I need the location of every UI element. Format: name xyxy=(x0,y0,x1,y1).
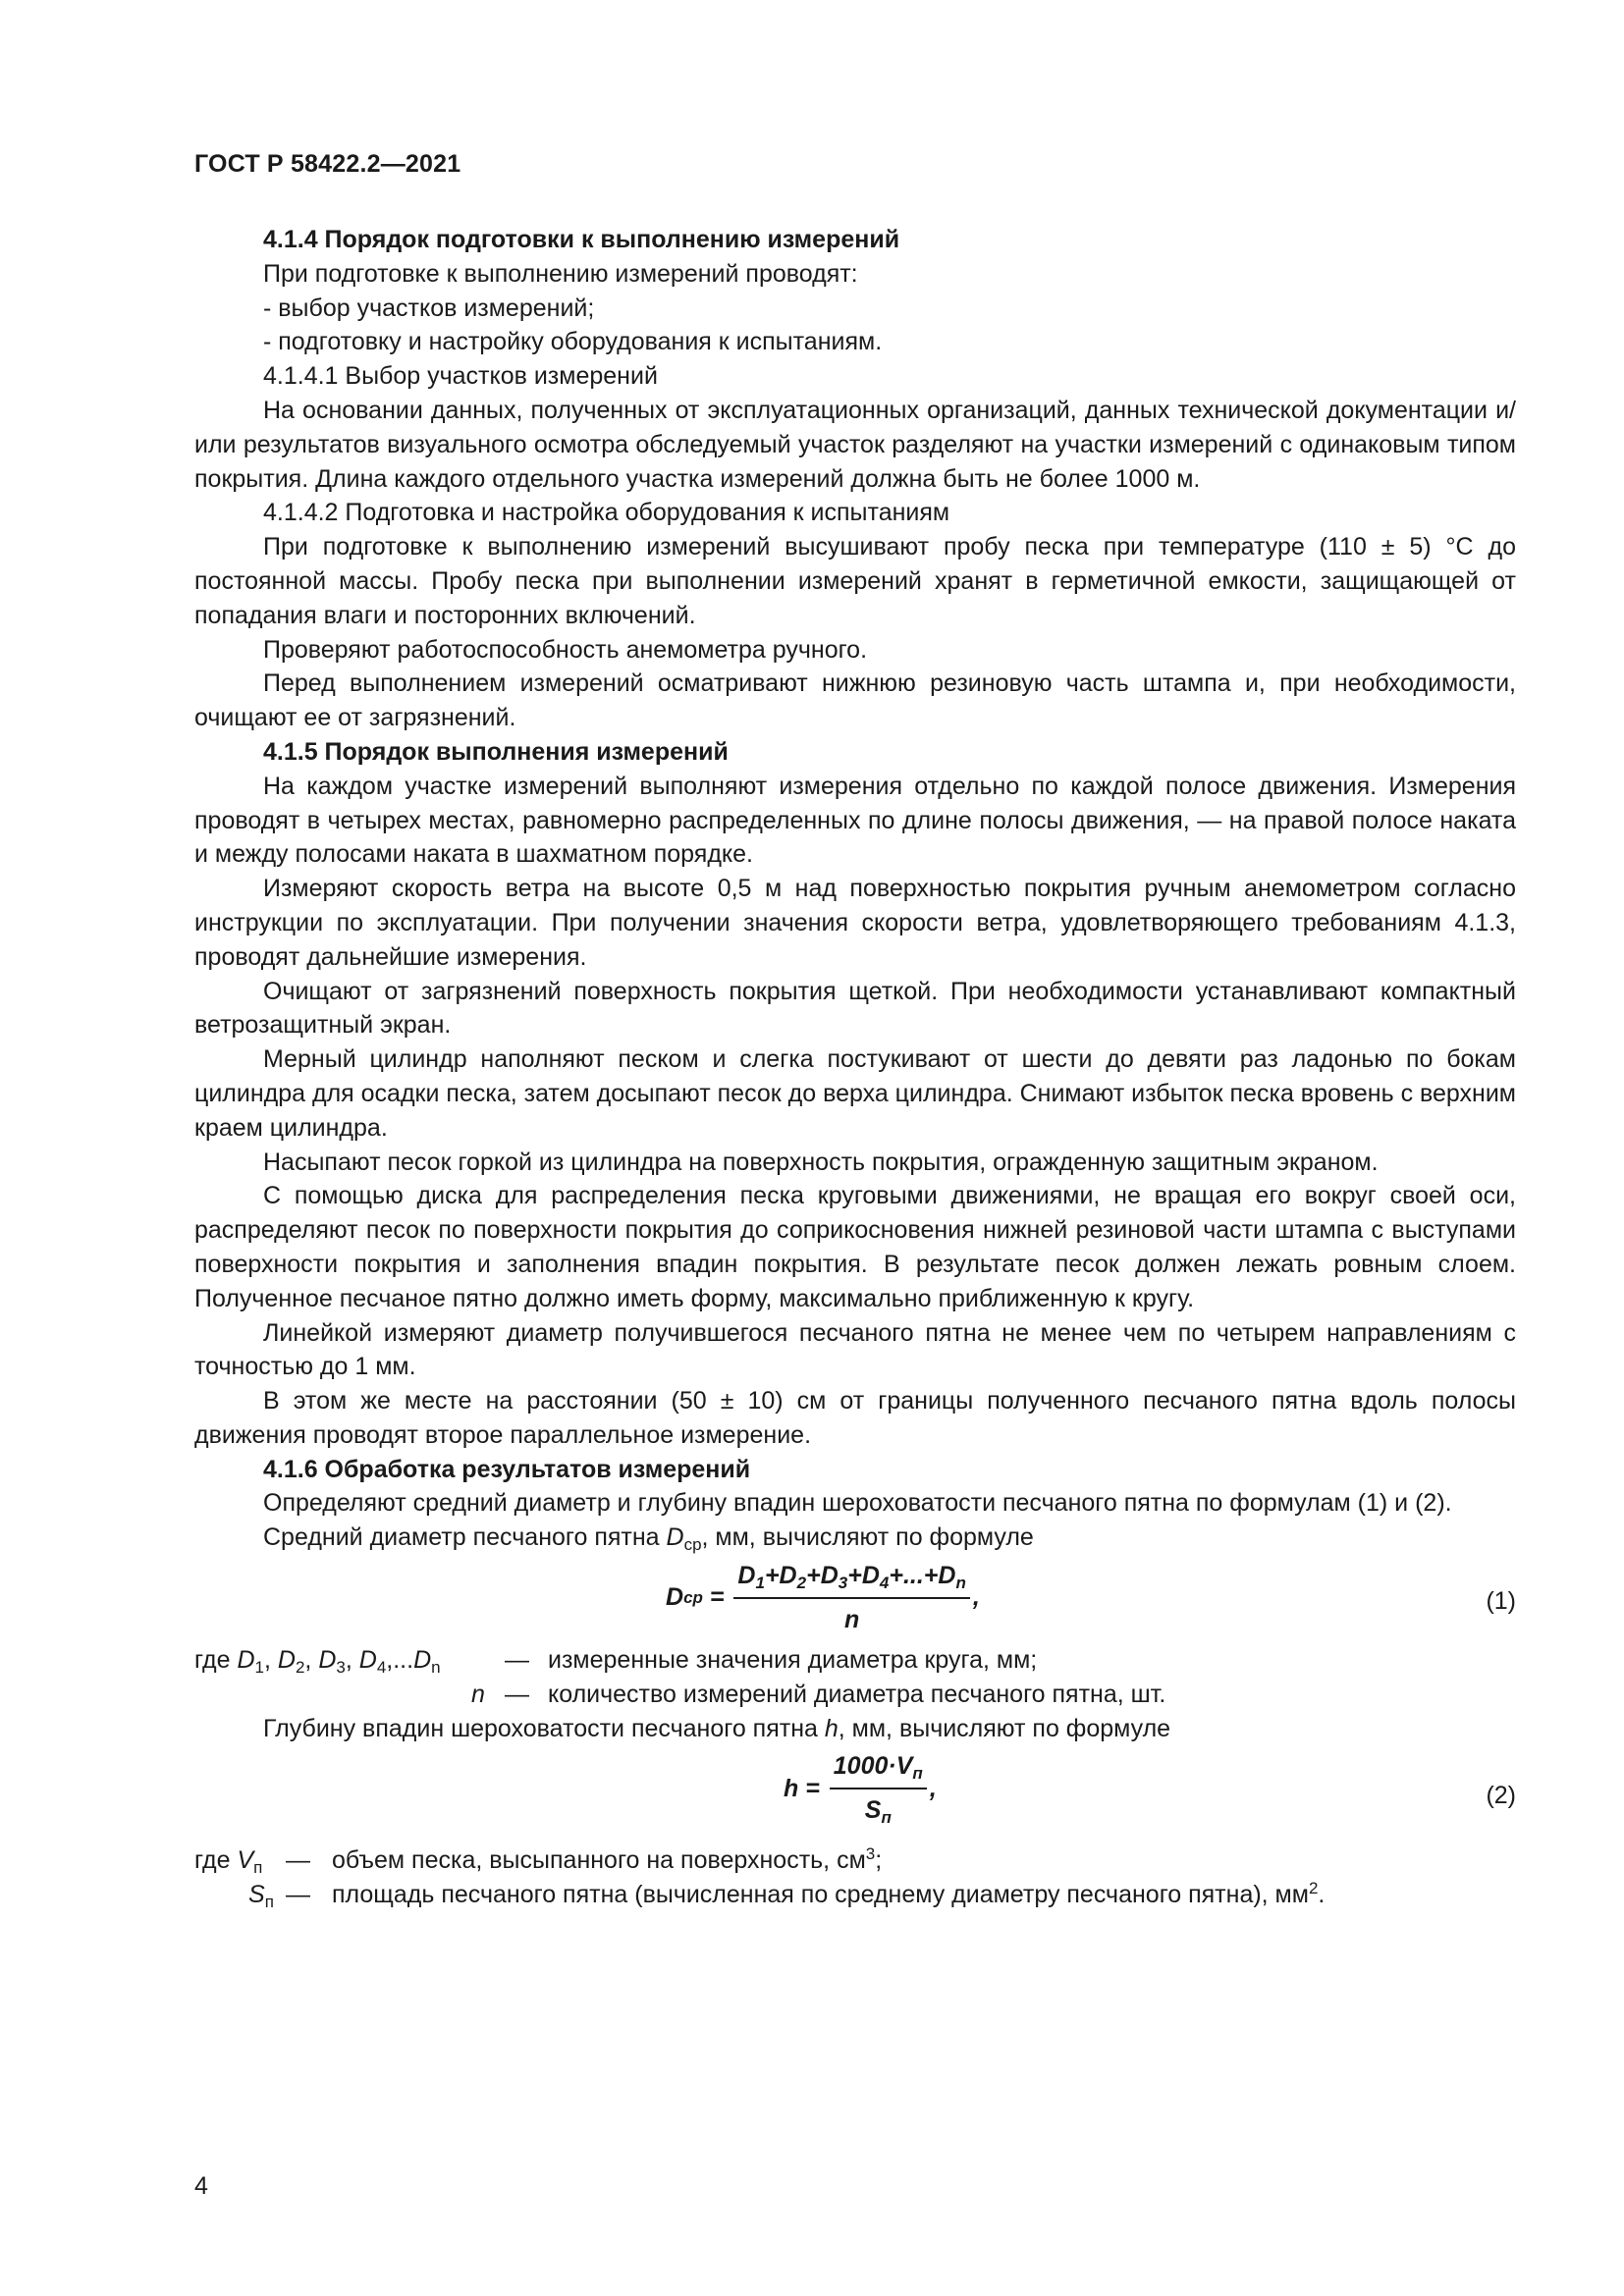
paragraph: На каждом участке измерений выполняют измерения отдельно по каждой полосе движения. Измерения проводят в четырех местах, равномерно распределенных по длине полосы движения, — на правой полосе наката и между полосами наката в шахматном порядке. xyxy=(194,772,1516,869)
formula1-intro: Средний диаметр песчаного пятна $D_{ср}$, мм, вычисляют по формуле xyxy=(263,1523,1034,1555)
formula-1-expression: D ср = $\frac{D_1+D_2+D_3+D_4+...+D_n}{n}$ , xyxy=(666,1559,980,1637)
document-header: ГОСТ Р 58422.2—2021 xyxy=(194,150,461,178)
paragraph: Измеряют скорость ветра на высоте 0,5 м над поверхностью покрытия ручным анемометром согласно инструкции по эксплуатации. При получении значения скорости ветра, удовлетворяющего требованиям 4.1.3, проводят дальнейшие измерения. xyxy=(194,875,1516,971)
subsection-heading-4-1-4-1: 4.1.4.1 Выбор участков измерений xyxy=(263,362,658,391)
paragraph: Определяют средний диаметр и глубину впадин шероховатости песчаного пятна по формулам (1) и (2). xyxy=(263,1489,1452,1518)
formula-2-denominator: $S_п$ xyxy=(864,1796,892,1828)
page-number: 4 xyxy=(194,2172,208,2200)
formula-1-where-line-1: где $D_1$, $D_2$, $D_3$, $D_4,...D_n$ — измеренные значения диаметра круга, мм; xyxy=(194,1646,1038,1678)
paragraph: С помощью диска для распределения песка круговыми движениями, не вращая его вокруг своей оси, распределяют песок по поверхности покрытия до соприкосновения нижней резиновой части штампа с выступами поверхности покрытия и заполнения впадин покрытия. В результате песок должен лежать ровным слоем. Полученное песчаное пятно должно иметь форму, максимально приближенную к кругу. xyxy=(194,1182,1516,1312)
subsection-heading-4-1-4-2: 4.1.4.2 Подготовка и настройка оборудования к испытаниям xyxy=(263,499,950,527)
section-heading-4-1-5: 4.1.5 Порядок выполнения измерений xyxy=(263,737,729,766)
section-heading-4-1-6: 4.1.6 Обработка результатов измерений xyxy=(263,1455,751,1483)
paragraph: Насыпают песок горкой из цилиндра на поверхность покрытия, огражденную защитным экраном. xyxy=(263,1148,1379,1176)
paragraph: Линейкой измеряют диаметр получившегося песчаного пятна не менее чем по четырем направлениям с точностью до 1 мм. xyxy=(194,1318,1516,1381)
paragraph: Очищают от загрязнений поверхность покрытия щеткой. При необходимости устанавливают компактный ветрозащитный экран. xyxy=(194,977,1516,1040)
formula-2-numerator: $1000\cdot V_п$ xyxy=(830,1749,927,1789)
formula-1-numerator: $D_1+D_2+D_3+D_4+...+D_n$ xyxy=(733,1559,969,1599)
paragraph: При подготовке к выполнению измерений высушивают пробу песка при температуре (110 ± 5) °С до постоянной массы. Пробу песка при выполнении измерений хранят в герметичной емкости, защищающей от попадания влаги и посторонних включений. xyxy=(194,533,1516,629)
paragraph: Перед выполнением измерений осматривают нижнюю резиновую часть штампа и, при необходимости, очищают ее от загрязнений. xyxy=(194,669,1516,732)
formula-1 xyxy=(194,1559,1516,1643)
formula2-intro: Глубину впадин шероховатости песчаного пятна h, мм, вычисляют по формуле xyxy=(263,1714,1171,1742)
paragraph: Мерный цилиндр наполняют песком и слегка постукивают от шести до девяти раз ладонью по бокам цилиндра для осадки песка, затем досыпают песок до верха цилиндра. Снимают избыток песка вровень с верхним краем цилиндра. xyxy=(194,1045,1516,1142)
formula-2-expression: h = $\frac{1000\cdot V_п}{S_п}$ , xyxy=(784,1749,937,1828)
paragraph: На основании данных, полученных от эксплуатационных организаций, данных технической документации и/или результатов визуального осмотра обследуемый участок разделяют на участки измерений с одинаковым типом покрытия. Длина каждого отдельного участка измерений должна быть не более 1000 м. xyxy=(194,396,1516,493)
formula-2-where-line-2: $S_п$ — площадь песчаного пятна (вычисленная по среднему диаметру песчаного пятна), $мм^2$. xyxy=(248,1879,1326,1912)
list-item: - подготовку и настройку оборудования к испытаниям. xyxy=(263,328,883,356)
paragraph: Проверяют работоспособность анемометра ручного. xyxy=(263,635,868,664)
paragraph: В этом же месте на расстоянии (50 ± 10) см от границы полученного песчаного пятна вдоль полосы движения проводят второе параллельное измерение. xyxy=(194,1387,1516,1449)
formula-2 xyxy=(194,1749,1516,1843)
equation-number-2: (2) xyxy=(1486,1782,1516,1810)
list-item: - выбор участков измерений; xyxy=(263,294,595,322)
formula-1-denominator: n xyxy=(843,1605,860,1633)
formula-2-where-line-1: где $V_п$ — объем песка, высыпанного на поверхность, $см^3$; xyxy=(194,1844,883,1878)
section-heading-4-1-4: 4.1.4 Порядок подготовки к выполнению измерений xyxy=(263,226,900,253)
formula-1-where-line-2: n — количество измерений диаметра песчаного пятна, шт. xyxy=(471,1680,1166,1708)
paragraph: При подготовке к выполнению измерений проводят: xyxy=(263,259,858,288)
equation-number-1: (1) xyxy=(1486,1587,1516,1616)
document-body xyxy=(194,223,1516,1912)
